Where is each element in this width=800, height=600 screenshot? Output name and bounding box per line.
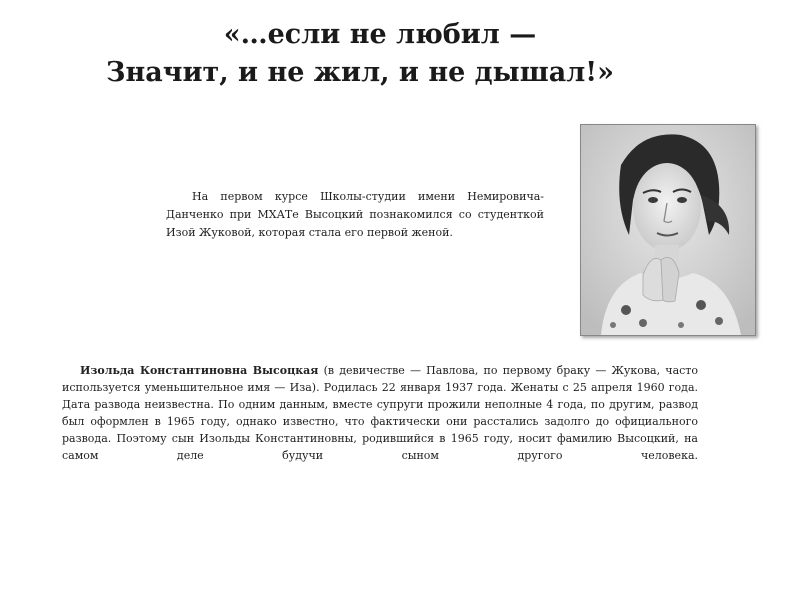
bio-name: Изольда Константиновна Высоцкая	[80, 364, 319, 377]
biography-paragraph	[62, 362, 698, 464]
bio-text: (в девичестве — Павлова, по первому браку — Жукова, часто используется уменьшительное имя — Иза). Родилась 22 января 1937 года. Женаты с 25 апреля 1960 года. Дата развода неизвестна. По одним данным, вместе супруги прожили неполные 4 года, по другим, развод был оформлен в 1965 году, однако известно, что фактически они расстались задолго до официального развода. Поэтому сын Изольды Константиновны, родившийся в 1965 году, носит фамилию Высоцкий, на самом деле будучи сыном другого человека.	[62, 364, 698, 462]
portrait-image	[581, 125, 755, 335]
page-title	[20, 16, 720, 92]
title-line-1: «…если не любил —	[223, 19, 537, 50]
photo-caption: На первом курсе Школы-студии имени Немировича-Данченко при МХАТе Высоцкий познакомился со студенткой Изой Жуковой, которая стала его первой женой.	[166, 190, 544, 239]
title-line-2: Значит, и не жил, и не дышал!»	[105, 57, 615, 88]
portrait-photo	[580, 124, 756, 336]
